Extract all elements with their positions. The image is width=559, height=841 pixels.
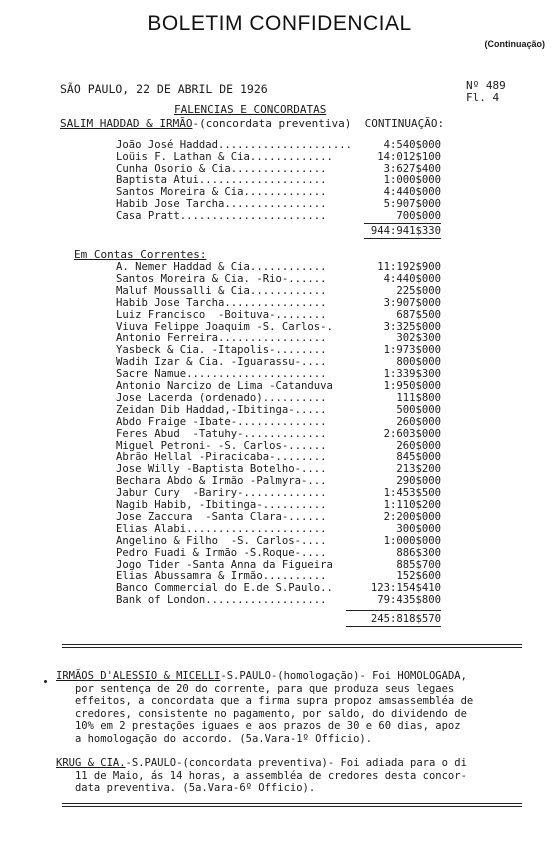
entry-line: 11 de Maio, ás 14 horas, a assembléa de credores desta concor- bbox=[56, 769, 467, 782]
creditor-row bbox=[116, 487, 441, 499]
creditor-name: Zeidan Dib Haddad,-Ibitinga-..... bbox=[116, 403, 327, 416]
creditor-amount: 886$300 bbox=[396, 546, 441, 559]
subtotal-underline bbox=[364, 238, 441, 239]
creditor-amount: 225$000 bbox=[396, 284, 441, 297]
creditor-name: Santos Moreira & Cia............. bbox=[116, 186, 327, 199]
creditor-name: Miguel Petroni- -S. Carlos-...... bbox=[116, 439, 327, 452]
creditor-row bbox=[116, 570, 441, 582]
document-title: BOLETIM CONFIDENCIAL bbox=[147, 12, 412, 35]
creditor-amount: 1:453$500 bbox=[383, 487, 441, 500]
creditor-row bbox=[116, 559, 441, 571]
creditor-amount: 2:200$000 bbox=[383, 510, 441, 523]
creditor-amount: 4:440$000 bbox=[383, 186, 441, 199]
entry-alessio bbox=[56, 670, 473, 745]
bulletin-date: SÃO PAULO, 22 DE ABRIL DE 1926 bbox=[60, 82, 268, 96]
separator-top bbox=[62, 644, 522, 645]
creditor-row bbox=[116, 535, 441, 547]
creditor-name: Viuva Felippe Joaquim -S. Carlos-. bbox=[116, 320, 333, 333]
creditor-amount: 260$000 bbox=[396, 439, 441, 452]
creditor-name: Santos Moreira & Cia. -Rio-...... bbox=[116, 272, 327, 285]
entry-line-rest: -S.PAULO-(concordata preventiva)- Foi adiada para o di bbox=[125, 757, 467, 769]
creditor-name: Elias Alabi...................... bbox=[116, 522, 327, 535]
creditor-row bbox=[116, 523, 441, 535]
creditor-name: Elias Abussamra & Irmão.......... bbox=[116, 570, 327, 583]
creditor-row bbox=[116, 163, 441, 175]
creditor-amount: 3:325$000 bbox=[383, 320, 441, 333]
creditor-name: Cunha Osorio & Cia............... bbox=[116, 162, 327, 175]
creditor-amount: 5:907$000 bbox=[383, 198, 441, 210]
creditor-amount: 800$000 bbox=[396, 356, 441, 369]
creditor-name: Jose Lacerda (ordenado).......... bbox=[116, 391, 327, 404]
accounts-heading: Em Contas Correntes: bbox=[74, 248, 207, 261]
sheet-number: Fl. 4 bbox=[466, 91, 500, 104]
creditor-amount: 302$300 bbox=[396, 332, 441, 345]
bullet-dot bbox=[44, 680, 47, 683]
creditor-name: Luiz Francisco -Boituva-........ bbox=[116, 308, 327, 321]
creditor-amount: 4:540$000 bbox=[383, 139, 441, 151]
creditor-row bbox=[116, 428, 441, 440]
case-heading bbox=[60, 117, 444, 130]
creditor-name: Jogo Tider -Santa Anna da Figueira bbox=[116, 558, 333, 571]
entry-line: a homologação do accordo. (5a.Vara-1º Officio). bbox=[56, 732, 373, 745]
creditor-row bbox=[116, 440, 441, 452]
creditor-name: Yasbeck & Cia. -Itapolis-........ bbox=[116, 344, 327, 357]
creditor-amount: 1:110$200 bbox=[383, 499, 441, 511]
creditor-amount: 79:435$800 bbox=[377, 594, 441, 607]
creditor-amount: 4:440$000 bbox=[383, 272, 441, 285]
separator-bottom bbox=[62, 803, 522, 804]
creditor-name: Pedro Fuadi & Irmão -S.Roque-.... bbox=[116, 546, 327, 559]
creditor-name: Loüis F. Lathan & Cia............. bbox=[116, 150, 333, 163]
creditor-amount: 152$600 bbox=[396, 570, 441, 583]
creditor-row bbox=[116, 368, 441, 380]
creditor-row bbox=[116, 356, 441, 368]
creditor-row bbox=[116, 139, 441, 151]
creditor-row bbox=[116, 261, 441, 273]
creditor-row bbox=[116, 309, 441, 321]
creditor-row bbox=[116, 273, 441, 285]
creditor-name: Jabur Cury -Bariry-............. bbox=[116, 487, 327, 500]
creditor-amount: 885$700 bbox=[396, 558, 441, 571]
creditor-amount: 1:339$300 bbox=[383, 368, 441, 381]
creditor-row bbox=[116, 499, 441, 511]
creditor-row bbox=[116, 174, 441, 186]
entry-line: 10% em 2 prestações iguaes e aos prazos de 30 e 60 dias, apoz bbox=[56, 720, 461, 732]
creditor-amount: 111$800 bbox=[396, 391, 441, 404]
entry-line bbox=[56, 670, 473, 683]
creditor-name: Feres Abud -Tatuhy-............. bbox=[116, 427, 327, 440]
creditor-name: Maluf Moussalli & Cia............ bbox=[116, 284, 327, 297]
creditor-name: Nagib Habib, -Ibitinga-.......... bbox=[116, 499, 327, 511]
creditor-name: Jose Zaccura -Santa Clara-...... bbox=[116, 510, 327, 523]
case-company-name: SALIM HADDAD & IRMÃO bbox=[60, 117, 193, 130]
total-underline bbox=[346, 626, 441, 627]
creditor-amount: 1:000$000 bbox=[383, 174, 441, 187]
total-value: 245:818$570 bbox=[370, 613, 441, 625]
creditor-row bbox=[116, 321, 441, 333]
total-rule bbox=[346, 610, 441, 611]
entry-line: effeitos, a concordata que a firma supra propoz amsassembléa de bbox=[56, 695, 474, 707]
entry-line: por sentença de 20 do corrente, para que produza seus legaes bbox=[56, 682, 455, 695]
creditor-row bbox=[116, 344, 441, 356]
creditor-row bbox=[116, 594, 441, 606]
separator-bottom-2 bbox=[62, 806, 522, 807]
entry-line bbox=[56, 757, 467, 770]
creditor-amount: 1:950$000 bbox=[383, 380, 441, 392]
creditor-amount: 123:154$410 bbox=[370, 582, 441, 595]
creditor-row bbox=[116, 380, 441, 392]
creditor-name: Habib Jose Tarcha................ bbox=[116, 198, 327, 210]
creditor-row bbox=[116, 547, 441, 559]
creditor-row bbox=[116, 210, 441, 222]
creditor-amount: 300$000 bbox=[396, 522, 441, 535]
creditor-amount: 1:973$000 bbox=[383, 344, 441, 357]
creditor-name: Abdo Fraige -Ibate-.............. bbox=[116, 415, 327, 428]
creditor-amount: 500$000 bbox=[396, 403, 441, 416]
separator-top-2 bbox=[62, 647, 522, 648]
creditor-row bbox=[116, 475, 441, 487]
creditor-name: Bank of London................... bbox=[116, 594, 327, 607]
creditor-row bbox=[116, 416, 441, 428]
creditor-amount: 687$500 bbox=[396, 308, 441, 321]
creditor-name: Casa Pratt....................... bbox=[116, 209, 327, 222]
creditor-row bbox=[116, 511, 441, 523]
creditor-row bbox=[116, 285, 441, 297]
creditor-amount: 700$000 bbox=[396, 209, 441, 222]
creditor-name: Abrão Hellal -Piracicaba-........ bbox=[116, 451, 327, 464]
creditor-amount: 290$000 bbox=[396, 475, 441, 488]
creditor-row bbox=[116, 198, 441, 210]
creditor-row bbox=[116, 186, 441, 198]
bulletin-number-block bbox=[466, 80, 506, 104]
creditor-row bbox=[116, 451, 441, 463]
section-title: FALENCIAS E CONCORDATAS bbox=[174, 103, 327, 116]
creditor-row bbox=[116, 297, 441, 309]
creditor-name: Angelino & Filho -S. Carlos-.... bbox=[116, 534, 327, 547]
creditor-name: Antonio Narcizo de Lima -Catanduva bbox=[116, 380, 333, 392]
creditor-row bbox=[116, 463, 441, 475]
subtotal-rule bbox=[364, 223, 441, 224]
creditor-amount: 3:907$000 bbox=[383, 296, 441, 309]
creditor-amount: 11:192$900 bbox=[377, 261, 441, 273]
creditor-row bbox=[116, 392, 441, 404]
creditor-name: Habib Jose Tarcha................ bbox=[116, 296, 327, 309]
creditor-name: Antonio Ferreira................. bbox=[116, 332, 327, 345]
subtotal-value: 944:941$330 bbox=[370, 225, 441, 237]
creditor-amount: 260$000 bbox=[396, 415, 441, 428]
creditor-name: Baptista Atui.................... bbox=[116, 174, 327, 187]
creditor-amount: 3:627$400 bbox=[383, 162, 441, 175]
entry-company-name: KRUG & CIA. bbox=[56, 757, 126, 769]
bulletin-number: Nº 489 bbox=[466, 79, 506, 92]
entry-company-name: IRMÃOS D'ALESSIO & MICELLI bbox=[56, 670, 221, 682]
entry-line-rest: -S.PAULO-(homologação)- Foi HOMOLOGADA, bbox=[220, 670, 467, 682]
creditor-amount: 2:603$000 bbox=[383, 427, 441, 440]
creditor-name: Banco Commercial do E.de S.Paulo.. bbox=[116, 582, 333, 595]
continuation-label: (Continuação) bbox=[484, 39, 545, 49]
creditor-amount: 845$000 bbox=[396, 451, 441, 464]
creditor-amount: 14:012$100 bbox=[377, 150, 441, 163]
creditor-row bbox=[116, 404, 441, 416]
creditor-name: Sacre Namue...................... bbox=[116, 368, 327, 381]
creditor-name: Jose Willy -Baptista Botelho-.... bbox=[116, 463, 327, 476]
creditor-amount: 213$200 bbox=[396, 463, 441, 476]
case-description: -(concordata preventiva) CONTINUAÇÃO: bbox=[192, 117, 445, 130]
entry-line: data preventiva. (5a.Vara-6º Officio). bbox=[56, 782, 316, 794]
creditor-row bbox=[116, 332, 441, 344]
creditor-row bbox=[116, 582, 441, 594]
creditor-name: A. Nemer Haddad & Cia............ bbox=[116, 261, 327, 273]
creditor-name: João José Haddad..................... bbox=[116, 139, 352, 151]
entry-krug bbox=[56, 757, 467, 795]
creditor-row bbox=[116, 151, 441, 163]
creditor-name: Bechara Abdo & Irmão -Palmyra-... bbox=[116, 475, 327, 488]
creditor-amount: 1:000$000 bbox=[383, 534, 441, 547]
entry-line: credores, consistente no pagamento, por saldo, do dividendo de bbox=[56, 707, 467, 720]
creditor-name: Wadih Izar & Cia. -Iguarassu-.... bbox=[116, 356, 327, 369]
